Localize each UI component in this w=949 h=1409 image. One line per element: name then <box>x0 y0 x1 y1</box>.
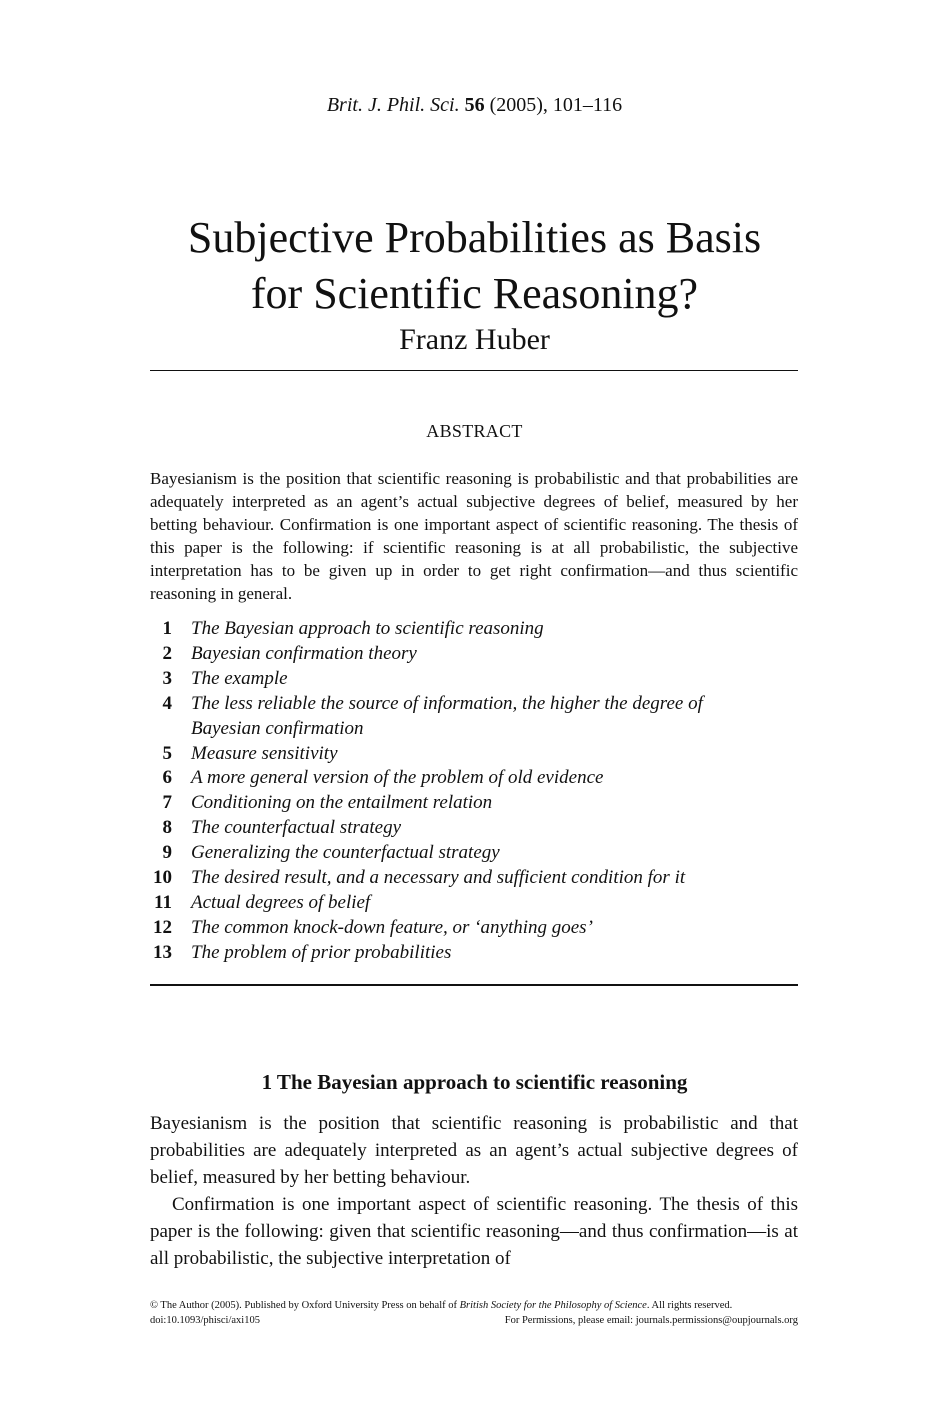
toc-number: 3 <box>162 667 172 689</box>
doi-text: doi:10.1093/phisci/axi105 <box>150 1315 260 1326</box>
title-line-2: for Scientific Reasoning? <box>250 269 699 318</box>
journal-year-pages: (2005), 101–116 <box>489 94 623 116</box>
toc-item <box>150 791 798 816</box>
toc-number: 8 <box>162 817 172 839</box>
toc-text: Measure sensitivity <box>191 742 338 764</box>
toc-number: 2 <box>162 642 172 664</box>
toc-text: Bayesian confirmation theory <box>191 642 417 664</box>
toc-text: A more general version of the problem of old evidence <box>191 767 604 789</box>
toc-text: The problem of prior probabilities <box>191 941 452 963</box>
toc-number: 7 <box>162 792 172 814</box>
footer-copyright-row <box>150 1298 798 1313</box>
toc-number: 10 <box>153 867 172 889</box>
toc-text: The less reliable the source of information, the higher the degree of Bayesian confirmation <box>191 692 703 739</box>
toc-item <box>150 667 798 692</box>
toc-item <box>150 766 798 791</box>
toc-number: 9 <box>162 842 172 864</box>
section-heading: 1 The Bayesian approach to scientific reasoning <box>261 1070 688 1094</box>
section-body <box>150 1110 798 1272</box>
toc-item <box>150 841 798 866</box>
journal-citation <box>0 92 949 118</box>
paper-title <box>120 210 829 322</box>
toc-text: Conditioning on the entailment relation <box>191 792 493 814</box>
toc-text: Generalizing the counterfactual strategy <box>191 842 500 864</box>
author-name: Franz Huber <box>399 323 550 356</box>
toc-item <box>150 642 798 667</box>
journal-name: Brit. J. Phil. Sci. <box>326 94 460 116</box>
page-footer <box>150 1298 798 1328</box>
abstract-heading: ABSTRACT <box>426 421 523 441</box>
toc-item <box>150 617 798 642</box>
toc-number: 13 <box>153 941 172 963</box>
toc-text: The common knock-down feature, or ‘anything goes’ <box>191 916 593 938</box>
rights-text: . All rights reserved. <box>646 1300 733 1311</box>
toc-item <box>150 816 798 841</box>
toc-item <box>150 742 798 767</box>
footer-doi-row <box>150 1313 798 1328</box>
toc-text: The Bayesian approach to scientific reasoning <box>191 618 544 639</box>
toc-item <box>150 866 798 891</box>
toc-number: 5 <box>162 742 172 764</box>
copyright-text: © The Author (2005). Published by Oxford University Press on behalf of <box>150 1300 457 1311</box>
toc-text: The example <box>191 667 288 689</box>
toc-number: 1 <box>162 618 172 639</box>
toc-item <box>150 692 798 742</box>
toc-number: 4 <box>162 692 172 714</box>
table-of-contents <box>150 617 798 966</box>
toc-text: Actual degrees of belief <box>191 891 371 913</box>
toc-item <box>150 916 798 941</box>
toc-number: 6 <box>162 767 172 789</box>
toc-item <box>150 891 798 916</box>
toc-number: 11 <box>154 891 172 913</box>
permissions-text: For Permissions, please email: journals.permissions@oupjournals.org <box>504 1315 798 1326</box>
body-paragraph: Bayesianism is the position that scientific reasoning is probabilistic and that probabilities are adequately interpreted as an agent’s actual subjective degrees of belief, measured by her betting behaviour. <box>150 1113 798 1188</box>
toc-text: The desired result, and a necessary and sufficient condition for it <box>191 867 686 889</box>
header-divider <box>150 370 798 371</box>
toc-item <box>150 941 798 966</box>
toc-divider <box>150 984 798 986</box>
title-line-1: Subjective Probabilities as Basis <box>187 213 762 262</box>
society-name: British Society for the Philosophy of Science <box>459 1300 647 1311</box>
toc-number: 12 <box>153 916 172 938</box>
footer-copyright <box>150 1298 732 1313</box>
toc-text: The counterfactual strategy <box>191 817 402 839</box>
journal-volume: 56 <box>464 94 485 116</box>
abstract-text: Bayesianism is the position that scientific reasoning is probabilistic and that probabilities are adequately interpreted as an agent’s actual subjective degrees of belief, measured by her betting behaviour. Confirmation is one important aspect of scientific reasoning. The thesis of this paper is the following: if scientific reasoning is at all probabilistic, the subjective interpretation has to be given up in order to get right confirmation—and thus scientific reasoning in general. <box>150 469 798 603</box>
body-paragraph: Confirmation is one important aspect of scientific reasoning. The thesis of this paper is the following: given that scientific reasoning—and thus confirmation—is at all probabilistic, the subjective interpretation of <box>150 1194 798 1269</box>
